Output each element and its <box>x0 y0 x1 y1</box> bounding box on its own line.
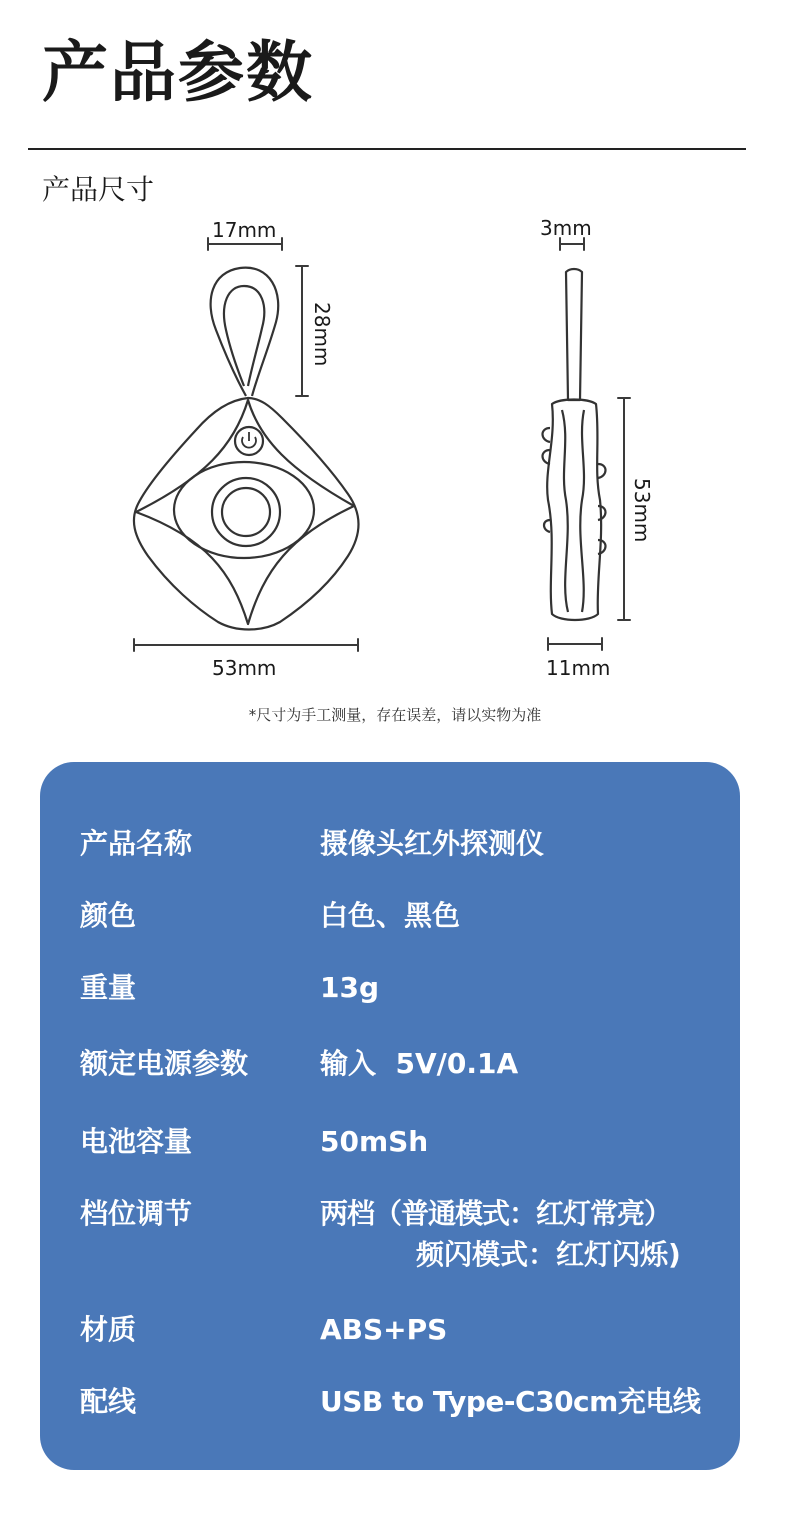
page-title: 产品参数 <box>42 34 314 111</box>
spec-value: 输入 5V/0.1A <box>320 1047 519 1080</box>
spec-label: 档位调节 <box>80 1197 193 1230</box>
spec-panel <box>40 762 740 1470</box>
spec-value: 摄像头红外探测仪 <box>320 827 545 860</box>
title-divider <box>28 148 746 150</box>
spec-value: 50mSh <box>320 1125 429 1158</box>
spec-value: 13g <box>320 971 380 1004</box>
dim-side-height: 53mm <box>630 478 654 543</box>
dim-thickness: 3mm <box>540 216 592 240</box>
dim-loop-width: 17mm <box>212 218 277 242</box>
spec-value <box>320 1196 720 1272</box>
spec-label: 额定电源参数 <box>80 1047 249 1080</box>
dim-loop-height: 28mm <box>310 302 334 367</box>
spec-label: 产品名称 <box>80 827 193 860</box>
spec-value: ABS+PS <box>320 1313 448 1346</box>
dim-side-width: 11mm <box>546 656 611 680</box>
spec-value: USB to Type-C30cm充电线 <box>320 1385 701 1418</box>
spec-value-line2: 频闪模式：红灯闪烁) <box>416 1238 681 1271</box>
spec-label: 电池容量 <box>80 1125 193 1158</box>
spec-value: 白色、黑色 <box>320 899 461 932</box>
spec-label: 重量 <box>80 971 137 1004</box>
dim-body-width: 53mm <box>212 656 277 680</box>
product-dimension-drawing <box>0 200 790 660</box>
measurement-note: *尺寸为手工测量，存在误差，请以实物为准 <box>248 706 542 724</box>
spec-label: 材质 <box>80 1313 137 1346</box>
section-title-dimensions: 产品尺寸 <box>42 173 155 206</box>
spec-label: 配线 <box>80 1385 137 1418</box>
spec-value-line1: 两档（普通模式：红灯常亮） <box>320 1197 672 1230</box>
spec-label: 颜色 <box>80 899 137 932</box>
